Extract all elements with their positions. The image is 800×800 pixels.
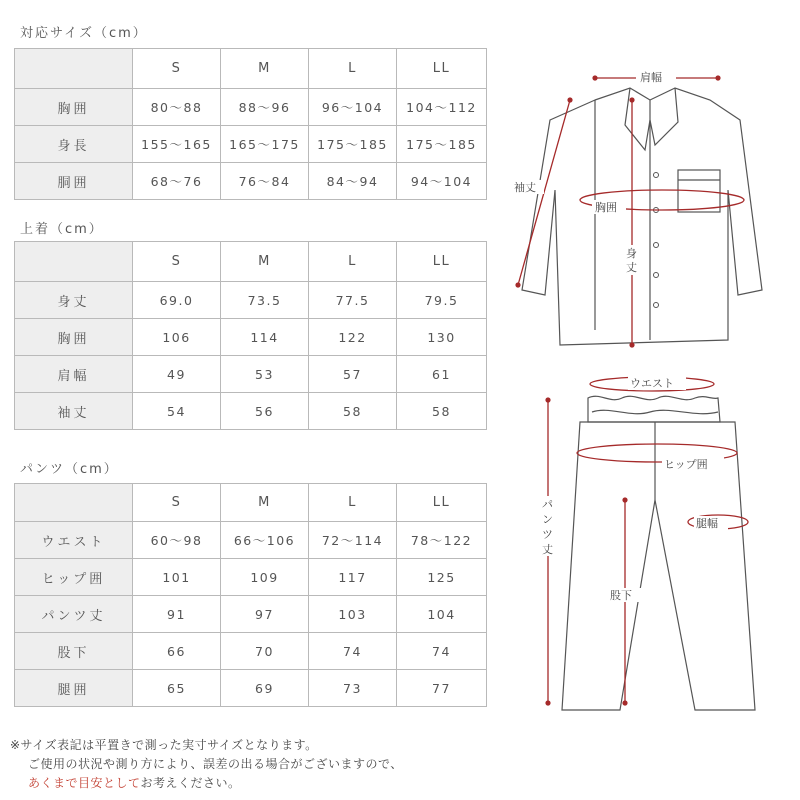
row-label: 胸囲 xyxy=(15,319,133,356)
pants-outline xyxy=(562,396,755,710)
column-header: S xyxy=(133,49,221,89)
table-cell: 175〜185 xyxy=(309,126,397,163)
table-cell: 74 xyxy=(309,633,397,670)
label-sleeve: 袖丈 xyxy=(514,181,536,194)
jacket-outline xyxy=(522,88,762,345)
table-cell: 122 xyxy=(309,319,397,356)
table-cell: 79.5 xyxy=(397,282,487,319)
table-cell: 130 xyxy=(397,319,487,356)
column-header: L xyxy=(309,484,397,522)
table-cell: 80〜88 xyxy=(133,89,221,126)
row-label: 身長 xyxy=(15,126,133,163)
table-cell: 70 xyxy=(221,633,309,670)
table-cell: 54 xyxy=(133,393,221,430)
table-cell: 61 xyxy=(397,356,487,393)
note-accent: あくまで目安として xyxy=(28,776,141,790)
table-cell: 78〜122 xyxy=(397,522,487,559)
table-cell: 106 xyxy=(133,319,221,356)
column-header: LL xyxy=(397,49,487,89)
column-header: M xyxy=(221,49,309,89)
table-row xyxy=(15,393,487,430)
size-note xyxy=(10,736,403,793)
table-row xyxy=(15,670,487,707)
table-cell: 72〜114 xyxy=(309,522,397,559)
table-cell: 175〜185 xyxy=(397,126,487,163)
table-cell: 114 xyxy=(221,319,309,356)
table-cell: 73 xyxy=(309,670,397,707)
table-cell: 73.5 xyxy=(221,282,309,319)
table-row xyxy=(15,356,487,393)
table-cell: 97 xyxy=(221,596,309,633)
table-cell: 60〜98 xyxy=(133,522,221,559)
label-length-2: 丈 xyxy=(626,261,637,274)
table-cell: 125 xyxy=(397,559,487,596)
table-cell: 69 xyxy=(221,670,309,707)
table-cell: 84〜94 xyxy=(309,163,397,200)
table-cell: 58 xyxy=(397,393,487,430)
column-header: L xyxy=(309,49,397,89)
table-row xyxy=(15,126,487,163)
table-corner xyxy=(15,242,133,282)
label-chest: 胸囲 xyxy=(595,201,617,214)
table-row xyxy=(15,596,487,633)
table-cell: 88〜96 xyxy=(221,89,309,126)
column-header: L xyxy=(309,242,397,282)
column-header: LL xyxy=(397,484,487,522)
table-cell: 53 xyxy=(221,356,309,393)
table-cell: 56 xyxy=(221,393,309,430)
table-cell: 58 xyxy=(309,393,397,430)
size-table xyxy=(14,48,487,200)
table-cell: 65 xyxy=(133,670,221,707)
label-waist: ウエスト xyxy=(630,377,674,390)
table-cell: 57 xyxy=(309,356,397,393)
row-label: パンツ丈 xyxy=(15,596,133,633)
jacket-buttons xyxy=(654,173,659,308)
note-line-3 xyxy=(10,774,403,793)
row-label: 肩幅 xyxy=(15,356,133,393)
table-cell: 94〜104 xyxy=(397,163,487,200)
table-cell: 96〜104 xyxy=(309,89,397,126)
table-row xyxy=(15,282,487,319)
column-header: M xyxy=(221,242,309,282)
table-cell: 49 xyxy=(133,356,221,393)
label-length-1: 身 xyxy=(626,247,637,260)
column-header: LL xyxy=(397,242,487,282)
table-cell: 104 xyxy=(397,596,487,633)
row-label: 股下 xyxy=(15,633,133,670)
column-header: S xyxy=(133,484,221,522)
table-cell: 66〜106 xyxy=(221,522,309,559)
table-cell: 165〜175 xyxy=(221,126,309,163)
table-row xyxy=(15,522,487,559)
label-pants-length-3: ツ xyxy=(542,528,553,541)
table-cell: 66 xyxy=(133,633,221,670)
section-title-jacket: 上着（cm） xyxy=(20,222,104,237)
table-row xyxy=(15,163,487,200)
row-label: 胸囲 xyxy=(15,89,133,126)
table-cell: 109 xyxy=(221,559,309,596)
table-row xyxy=(15,633,487,670)
table-row xyxy=(15,559,487,596)
table-cell: 77.5 xyxy=(309,282,397,319)
pants-table xyxy=(14,483,487,707)
section-title-size: 対応サイズ（cm） xyxy=(20,26,148,41)
note-line-1: ※サイズ表記は平置きで測った実寸サイズとなります。 xyxy=(10,738,318,752)
table-cell: 117 xyxy=(309,559,397,596)
label-shoulder: 肩幅 xyxy=(640,71,662,84)
row-label: 身丈 xyxy=(15,282,133,319)
note-rest: お考えください。 xyxy=(140,776,241,790)
table-cell: 104〜112 xyxy=(397,89,487,126)
table-cell: 103 xyxy=(309,596,397,633)
table-cell: 101 xyxy=(133,559,221,596)
garment-diagram xyxy=(500,60,790,720)
label-inseam: 股下 xyxy=(610,589,632,602)
table-cell: 91 xyxy=(133,596,221,633)
label-pants-length-2: ン xyxy=(542,513,553,526)
table-cell: 68〜76 xyxy=(133,163,221,200)
row-label: 腿囲 xyxy=(15,670,133,707)
table-corner xyxy=(15,484,133,522)
table-cell: 155〜165 xyxy=(133,126,221,163)
table-row xyxy=(15,89,487,126)
label-hip: ヒップ囲 xyxy=(664,458,708,471)
table-corner xyxy=(15,49,133,89)
table-cell: 74 xyxy=(397,633,487,670)
table-cell: 76〜84 xyxy=(221,163,309,200)
table-row xyxy=(15,319,487,356)
row-label: ヒップ囲 xyxy=(15,559,133,596)
label-thigh: 腿幅 xyxy=(696,517,718,530)
jacket-table xyxy=(14,241,487,430)
table-cell: 77 xyxy=(397,670,487,707)
label-pants-length-4: 丈 xyxy=(542,543,553,556)
row-label: 袖丈 xyxy=(15,393,133,430)
table-cell: 69.0 xyxy=(133,282,221,319)
label-pants-length-1: パ xyxy=(542,498,553,511)
section-title-pants: パンツ（cm） xyxy=(20,462,119,477)
row-label: 胴囲 xyxy=(15,163,133,200)
row-label: ウエスト xyxy=(15,522,133,559)
column-header: M xyxy=(221,484,309,522)
note-line-2: ご使用の状況や測り方により、誤差の出る場合がございますので、 xyxy=(28,757,403,771)
column-header: S xyxy=(133,242,221,282)
